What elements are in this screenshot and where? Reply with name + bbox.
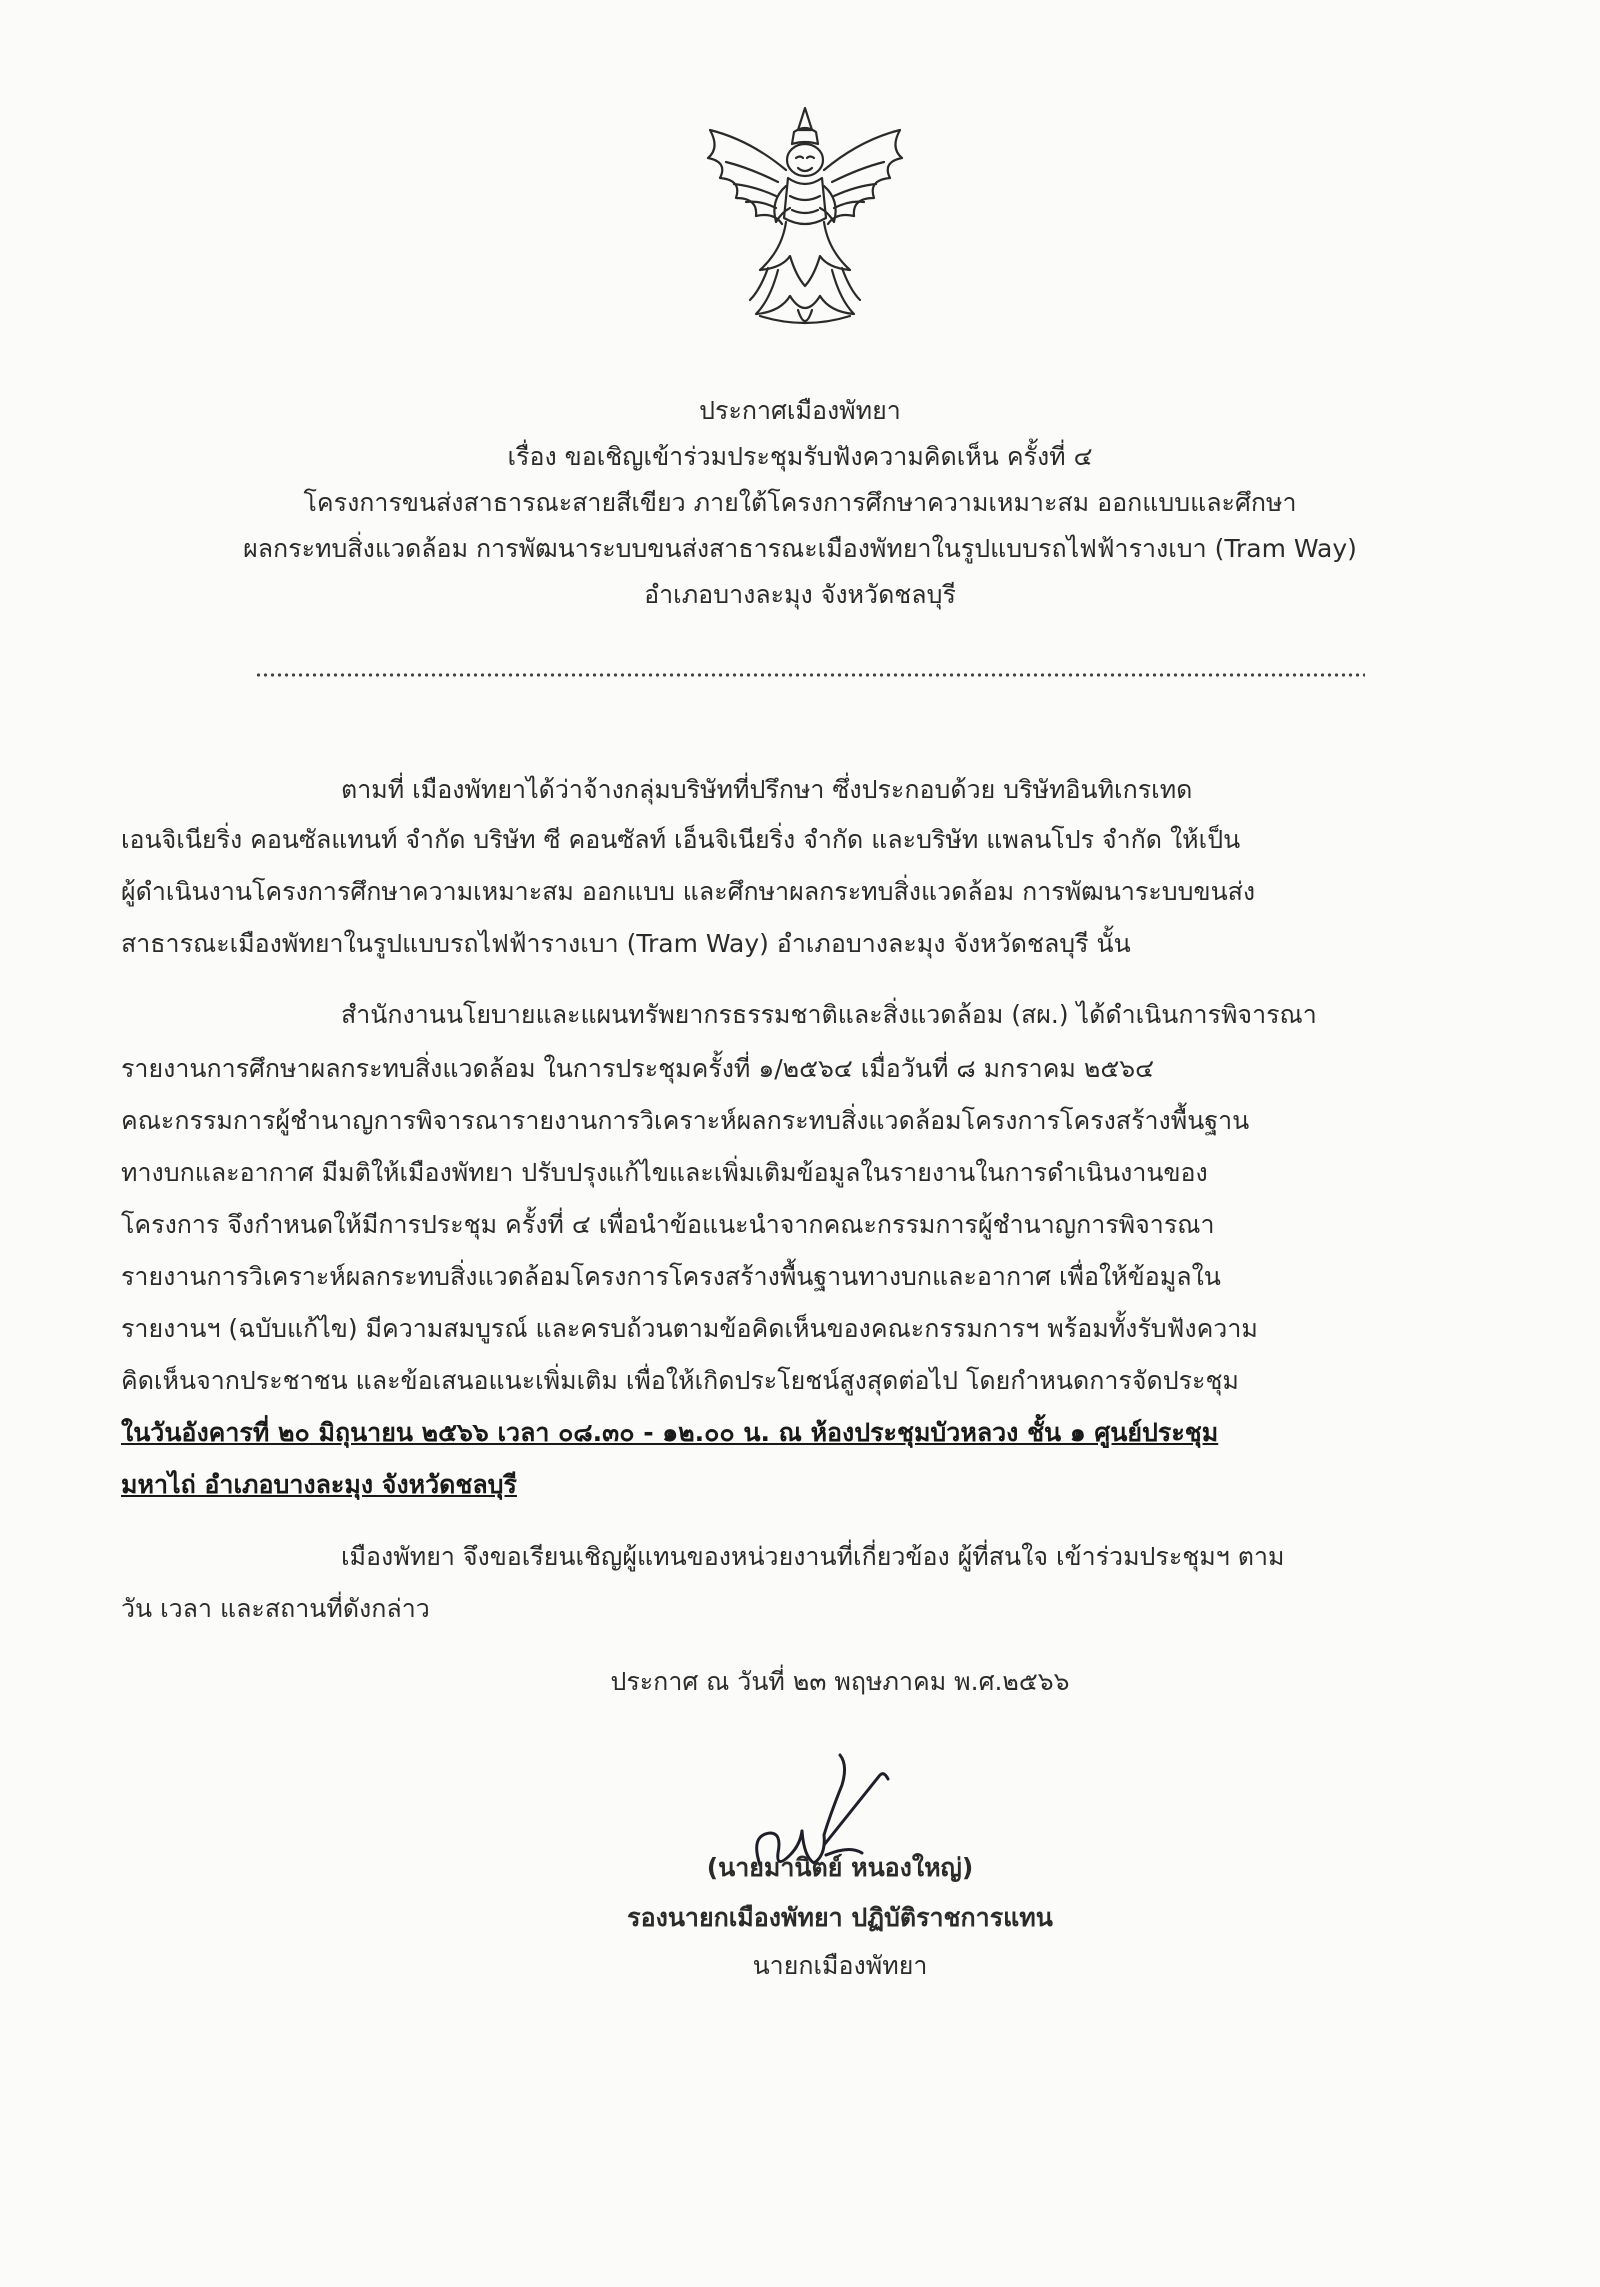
paragraph-1-line: เอนจิเนียริ่ง คอนซัลแทนท์ จำกัด บริษัท ซี คอนซัลท์ เอ็นจิเนียริ่ง จำกัด และบริษัท แพลนโปร จำกัด ให้เป็น — [121, 825, 1241, 854]
paragraph-1-line: ตามที่ เมืองพัทยาได้ว่าจ้างกลุ่มบริษัทที่ปรึกษา ซึ่งประกอบด้วย บริษัทอินทิเกรเทด — [341, 775, 1193, 804]
announcement-header — [120, 388, 1480, 618]
paragraph-2-line: ทางบกและอากาศ มีมติให้เมืองพัทยา ปรับปรุงแก้ไขและเพิ่มเติมข้อมูลในรายงานในการดำเนินงานของ — [121, 1158, 1208, 1187]
paragraph-2-line: สำนักงานนโยบายและแผนทรัพยากรธรรมชาติและสิ่งแวดล้อม (สผ.) ได้ดำเนินการพิจารณา — [341, 1000, 1317, 1029]
signatory-name: (นายมานิตย์ หนองใหญ่) — [706, 1853, 974, 1882]
paragraph-2-line: รายงานการศึกษาผลกระทบสิ่งแวดล้อม ในการประชุมครั้งที่ ๑/๒๕๖๔ เมื่อวันที่ ๘ มกราคม ๒๕๖๔ — [121, 1054, 1155, 1083]
announcement-title: ประกาศเมืองพัทยา — [699, 396, 901, 425]
meeting-details-line1: ในวันอังคารที่ ๒๐ มิถุนายน ๒๕๖๖ เวลา ๐๘.๓๐ - ๑๒.๐๐ น. ณ ห้องประชุมบัวหลวง ชั้น ๑ ศูนย์ประชุม — [121, 1418, 1219, 1447]
dotted-divider — [255, 672, 1365, 678]
announcement-subject: เรื่อง ขอเชิญเข้าร่วมประชุมรับฟังความคิดเห็น ครั้งที่ ๔ — [507, 442, 1093, 471]
paragraph-1-line: ผู้ดำเนินงานโครงการศึกษาความเหมาะสม ออกแบบ และศึกษาผลกระทบสิ่งแวดล้อม การพัฒนาระบบขนส่ง — [121, 877, 1256, 906]
meeting-details-line2: มหาไถ่ อำเภอบางละมุง จังหวัดชลบุรี — [121, 1470, 517, 1499]
paragraph-3-line: วัน เวลา และสถานที่ดังกล่าว — [121, 1594, 430, 1623]
garuda-emblem-icon — [690, 100, 920, 340]
paragraph-2-line: คิดเห็นจากประชาชน และข้อเสนอแนะเพิ่มเติม เพื่อให้เกิดประโยชน์สูงสุดต่อไป โดยกำหนดการจัดประชุม — [121, 1366, 1239, 1395]
paragraph-1-line: สาธารณะเมืองพัทยาในรูปแบบรถไฟฟ้ารางเบา (Tram Way) อำเภอบางละมุง จังหวัดชลบุรี นั้น — [121, 929, 1131, 958]
paragraph-2-line: โครงการ จึงกำหนดให้มีการประชุม ครั้งที่ ๔ เพื่อนำข้อแนะนำจากคณะกรรมการผู้ชำนาญการพิจารณา — [121, 1210, 1215, 1239]
paragraph-2-line: รายงานการวิเคราะห์ผลกระทบสิ่งแวดล้อมโครงการโครงสร้างพื้นฐานทางบกและอากาศ เพื่อให้ข้อมูลใน — [121, 1262, 1221, 1291]
signatory-position: รองนายกเมืองพัทยา ปฏิบัติราชการแทน — [627, 1903, 1053, 1932]
project-location: อำเภอบางละมุง จังหวัดชลบุรี — [644, 580, 956, 609]
paragraph-2-line: รายงานฯ (ฉบับแก้ไข) มีความสมบูรณ์ และครบถ้วนตามข้อคิดเห็นของคณะกรรมการฯ พร้อมทั้งรับฟังความ — [121, 1314, 1258, 1343]
paragraph-2-line: คณะกรรมการผู้ชำนาญการพิจารณารายงานการวิเคราะห์ผลกระทบสิ่งแวดล้อมโครงการโครงสร้างพื้นฐาน — [121, 1106, 1250, 1135]
project-name-line1: โครงการขนส่งสาธารณะสายสีเขียว ภายใต้โครงการศึกษาความเหมาะสม ออกแบบและศึกษา — [303, 488, 1297, 517]
announce-date: ประกาศ ณ วันที่ ๒๓ พฤษภาคม พ.ศ.๒๕๖๖ — [610, 1667, 1070, 1696]
signatory-title: นายกเมืองพัทยา — [752, 1951, 928, 1980]
paragraph-3-line: เมืองพัทยา จึงขอเรียนเชิญผู้แทนของหน่วยงานที่เกี่ยวข้อง ผู้ที่สนใจ เข้าร่วมประชุมฯ ตาม — [341, 1542, 1285, 1571]
project-name-line2: ผลกระทบสิ่งแวดล้อม การพัฒนาระบบขนส่งสาธารณะเมืองพัทยาในรูปแบบรถไฟฟ้ารางเบา (Tram Way) — [243, 534, 1357, 563]
